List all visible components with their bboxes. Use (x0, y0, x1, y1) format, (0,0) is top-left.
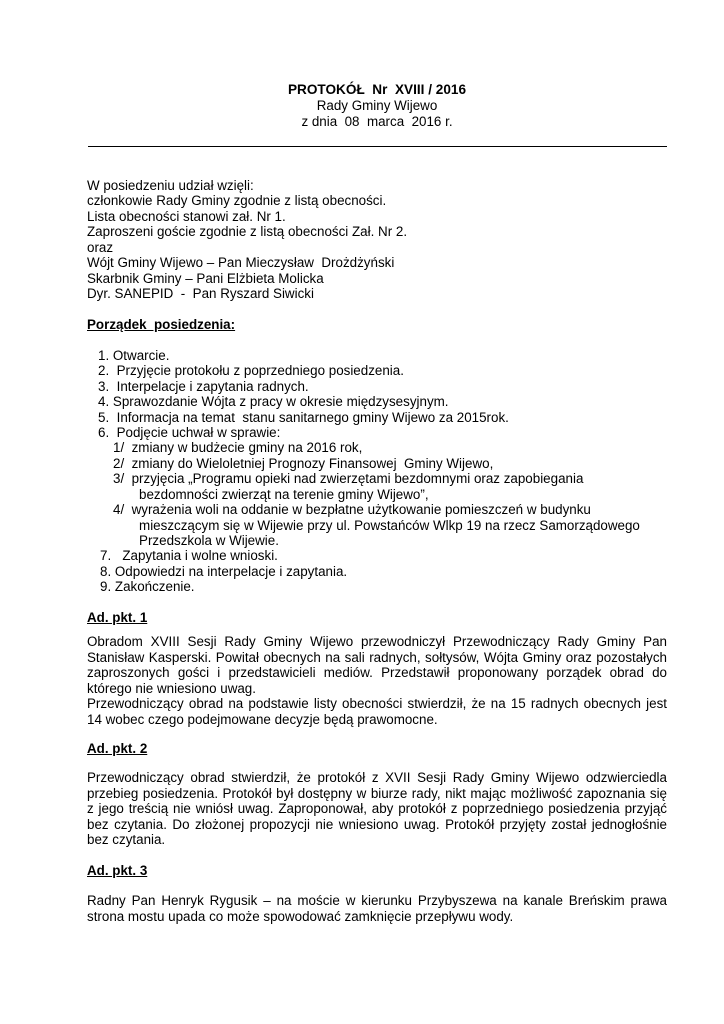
section-body-ad1 (87, 634, 667, 728)
agenda-item: 8. Odpowiedzi na interpelacje i zapytania. (100, 564, 348, 579)
document-title: PROTOKÓŁ Nr XVIII / 2016 (287, 82, 467, 97)
meeting-date: z dnia 08 marca 2016 r. (301, 114, 453, 129)
section-body-ad2 (87, 770, 667, 848)
agenda-item: 1. Otwarcie. (98, 348, 170, 363)
agenda-subitem: Przedszkola w Wijewie. (113, 533, 279, 548)
agenda-subitem: 1/ zmiany w budżecie gminy na 2016 rok, (113, 440, 363, 455)
section-heading-ad2: Ad. pkt. 2 (87, 741, 148, 756)
agenda-subitem: mieszczącym się w Wijewie przy ul. Powstańców Wlkp 19 na rzecz Samorządowego (113, 518, 640, 533)
agenda-heading: Porządek posiedzenia: (87, 317, 236, 332)
section-body-ad3 (87, 893, 667, 924)
attendance-line: członkowie Rady Gminy zgodnie z listą obecności. (87, 193, 387, 208)
council-name: Rady Gminy Wijewo (316, 98, 438, 113)
section-heading-ad1: Ad. pkt. 1 (87, 610, 148, 625)
attendance-line: Lista obecności stanowi zał. Nr 1. (87, 209, 286, 224)
attendance-line: W posiedzeniu udział wzięli: (87, 178, 254, 193)
paragraph: Przewodniczący obrad na podstawie listy obecności stwierdził, że na 15 radnych obecnych jest 14 wobec czego podejmowane decyzje będą prawomocne. (87, 696, 667, 727)
section-heading-ad3: Ad. pkt. 3 (87, 863, 148, 878)
agenda-subitem: 4/ wyrażenia woli na oddanie w bezpłatne użytkowanie pomieszczeń w budynku (113, 502, 591, 517)
agenda-item: 2. Przyjęcie protokołu z poprzedniego posiedzenia. (98, 363, 404, 378)
agenda-subitem: 2/ zmiany do Wieloletniej Prognozy Finansowej Gminy Wijewo, (113, 456, 494, 471)
agenda-item: 3. Interpelacje i zapytania radnych. (98, 379, 309, 394)
attendance-line: Zaproszeni goście zgodnie z listą obecności Zał. Nr 2. (87, 224, 408, 239)
agenda-subitem: bezdomności zwierząt na terenie gminy Wijewo”, (113, 487, 429, 502)
attendance-line: Wójt Gminy Wijewo – Pan Mieczysław Drożdżyński (87, 255, 395, 270)
agenda-item: 5. Informacja na temat stanu sanitarnego gminy Wijewo za 2015rok. (98, 410, 509, 425)
attendance-line: Skarbnik Gminy – Pani Elżbieta Molicka (87, 271, 324, 286)
header-divider (88, 146, 667, 147)
agenda-item: 7. Zapytania i wolne wnioski. (100, 548, 278, 563)
agenda-item: 6. Podjęcie uchwał w sprawie: (98, 425, 281, 440)
attendance-line: Dyr. SANEPID - Pan Ryszard Siwicki (87, 286, 314, 301)
agenda-subitem: 3/ przyjęcia „Programu opieki nad zwierzętami bezdomnymi oraz zapobiegania (113, 471, 584, 486)
paragraph: Przewodniczący obrad stwierdził, że protokół z XVII Sesji Rady Gminy Wijewo odzwierciedla przebieg posiedzenia. Protokół był dostępny w biurze rady, nikt mając możliwość zapoznania się z jego treścią nie wniósł uwag. Zaproponował, aby protokół z poprzedniego posiedzenia przyjąć bez czytania. Do złożonej propozycji nie wniesiono uwag. Protokół przyjęty został jednogłośnie bez czytania. (87, 770, 667, 848)
agenda-item: 4. Sprawozdanie Wójta z pracy w okresie międzysesyjnym. (98, 394, 449, 409)
agenda-item: 9. Zakończenie. (100, 579, 195, 594)
attendance-line: oraz (87, 240, 114, 255)
paragraph: Radny Pan Henryk Rygusik – na moście w kierunku Przybyszewa na kanale Breńskim prawa strona mostu upada co może spowodować zamknięcie przepływu wody. (87, 893, 667, 924)
paragraph: Obradom XVIII Sesji Rady Gminy Wijewo przewodniczył Przewodniczący Rady Gminy Pan Stanisław Kasperski. Powitał obecnych na sali radnych, sołtysów, Wójta Gminy oraz pozostałych zaproszonych gości i przedstawicieli mediów. Przedstawił proponowany porządek obrad do którego nie wniesiono uwag. (87, 634, 667, 696)
